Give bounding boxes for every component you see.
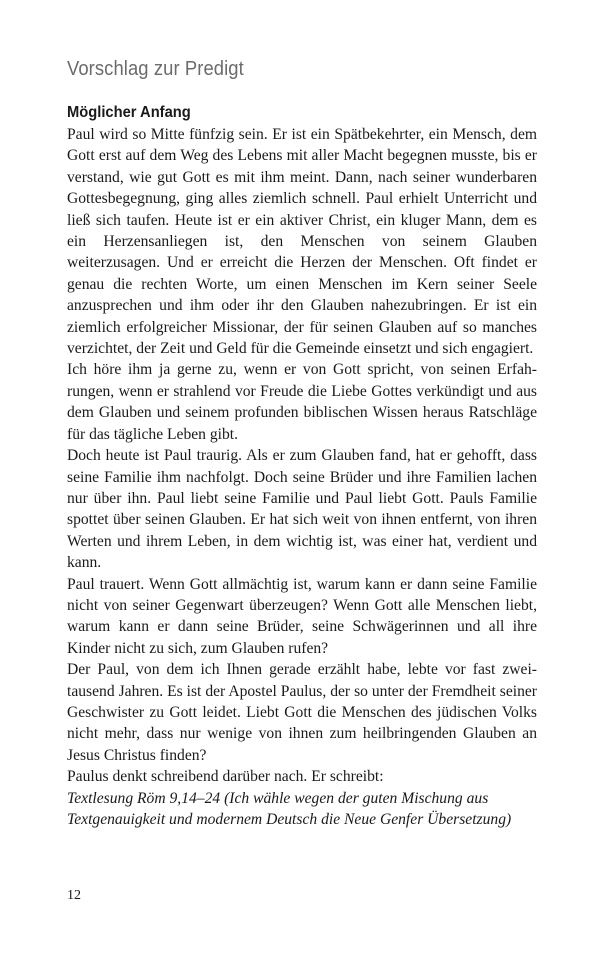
reading-note: Textlesung Röm 9,14–24 (Ich wähle wegen der guten Mischung aus Textgenauigkeit und modernem Deutsch die Neue Genfer Übersetzung) (67, 789, 512, 828)
paragraph-4: Paul trauert. Wenn Gott allmächtig ist, warum kann er dann seine Familie nicht von seiner Gegenwart überzeugen? Wenn Gott alle Menschen liebt, warum kann er dann seine Brüder, seine Schwägerinnen und all ihre Kinder nicht zu sich, zum Glauben rufen? (67, 575, 537, 657)
page-number: 12 (67, 888, 81, 903)
paragraph-6: Paulus denkt schreibend darüber nach. Er schreibt: (67, 768, 384, 786)
page-body (67, 58, 537, 830)
section-heading: Vorschlag zur Predigt (67, 58, 244, 80)
paragraph-2: Ich höre ihm ja gerne zu, wenn er von Gott spricht, von seinen Erfahrungen, wenn er strahlend vor Freude die Liebe Gottes verkündigt und aus dem Glauben und seinem profunden biblischen Wissen heraus Ratschläge für das tägliche Leben gibt. (67, 361, 537, 443)
paragraph-3: Doch heute ist Paul traurig. Als er zum Glauben fand, hat er gehofft, dass seine Familie ihm nachfolgt. Doch seine Brüder und ihre Familien lachen nur über ihn. Paul liebt seine Familie und Paul liebt Gott. Pauls Familie spottet über seinen Glauben. Er hat sich weit von ihnen entfernt, von ihren Werten und ihrem Leben, in dem wichtig ist, was einer hat, verdient und kann. (67, 447, 537, 572)
subheading: Möglicher Anfang (67, 104, 191, 121)
paragraph-1: Paul wird so Mitte fünfzig sein. Er ist ein Spätbekehrter, ein Mensch, dem Gott erst auf dem Weg des Lebens mit aller Macht begegnen musste, bis er verstand, wie gut Gott es mit ihm meint. Dann, nach seiner wunderbaren Gottesbegegnung, ging alles ziemlich schnell. Paul erhielt Unterricht und ließ sich taufen. Heute ist er ein aktiver Christ, ein kluger Mann, dem es ein Herzensanliegen ist, den Menschen von seinem Glauben weiterzusagen. Und er erreicht die Herzen der Menschen. Oft findet er genau die rechten Worte, um einen Menschen im Kern seiner Seele anzusprechen und ihm oder ihr den Glauben nahezubringen. Er ist ein ziemlich erfolgreicher Missionar, der für seinen Glauben auf so manches verzichtet, der Zeit und Geld für die Gemeinde einsetzt und sich engagiert. (67, 126, 537, 358)
paragraph-5: Der Paul, von dem ich Ihnen gerade erzählt habe, lebte vor fast zweitausend Jahren. Es ist der Apostel Paulus, der so unter der Fremdheit seiner Geschwister zu Gott leidet. Liebt Gott die Menschen des jüdischen Volks nicht mehr, dass nur wenige von ihnen zum heilbringenden Glauben an Jesus Christus finden? (67, 661, 537, 764)
